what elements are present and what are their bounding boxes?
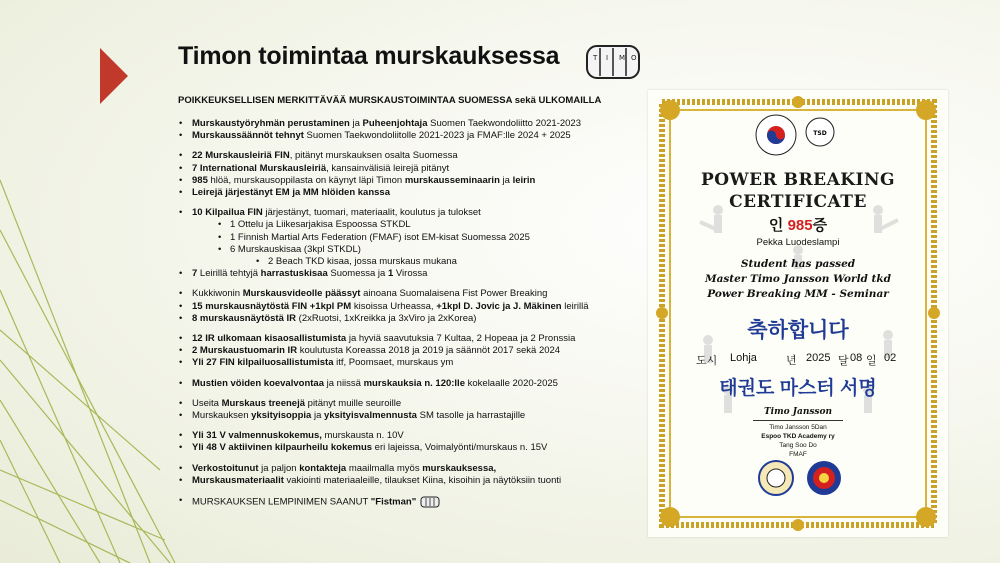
list-group	[178, 398, 638, 422]
list-item-text: leirillä	[561, 300, 589, 312]
list-item-text: Yli 27 FIN kilpailuosallistumista	[192, 357, 334, 369]
list-group	[178, 430, 638, 454]
year-label: 년	[786, 355, 797, 367]
korean-suffix: 증	[812, 217, 828, 234]
list-group	[178, 463, 638, 487]
list-item	[178, 378, 638, 390]
list-item-text: 7 International Murskausleiriä	[192, 162, 327, 174]
list-group	[178, 378, 638, 390]
list-group	[178, 288, 638, 325]
list-item-text: yksityisoppia	[251, 410, 312, 422]
list-item-text: Yli 31 V valmennuskokemus,	[192, 430, 322, 442]
list-item-text: Murskaustyöryhmän perustaminen	[192, 118, 350, 129]
list-item-text: , pitänyt murskauksen osalta Suomessa	[289, 150, 458, 162]
list-item-text: "Fistman"	[370, 496, 417, 508]
list-item-text: Puheenjohtaja	[362, 118, 428, 129]
list-item	[178, 150, 638, 162]
list-item	[178, 345, 638, 357]
list-item	[178, 207, 638, 219]
emblem-left-icon	[759, 461, 793, 495]
list-item	[178, 301, 638, 313]
list-group	[178, 207, 638, 280]
list-item	[178, 313, 638, 325]
list-group	[178, 495, 638, 509]
list-item-text: 8 murskausnäytöstä IR	[192, 312, 297, 324]
list-item-text: Murskausvideolle päässyt	[242, 288, 361, 300]
list-group	[178, 150, 638, 199]
list-item-text: eri lajeissa, Voimalyönti/murskaus n. 15V	[372, 442, 548, 454]
tang-soo-do-logo	[806, 118, 834, 146]
list-item-text: MURSKAUKSEN LEMPINIMEN SAANUT	[192, 496, 371, 508]
list-item-text: itf, Poomsaet, murskaus ym	[333, 357, 454, 369]
list-item	[178, 232, 638, 244]
certificate-number-value: 985	[787, 217, 813, 234]
list-item-text: ja	[349, 118, 363, 129]
list-item-text: , kansainvälisiä leirejä pitänyt	[326, 162, 450, 174]
list-item	[178, 219, 638, 231]
list-item-text: 1 Ottelu ja Liikesarjakisa Espoossa STKDL	[230, 219, 411, 231]
list-item-text: Yli 48 V aktiivinen kilpaurheilu kokemus	[192, 442, 373, 454]
list-item-text: 1	[387, 268, 394, 280]
list-item	[178, 410, 638, 422]
list-item-text: Suomen Taekwondoliitolle 2021-2023 ja FMAF:lle 2024 + 2025	[303, 130, 571, 142]
list-item-text: Virossa	[393, 268, 428, 280]
list-item	[178, 288, 638, 300]
city: Lohja	[730, 352, 757, 364]
list-item	[178, 398, 638, 410]
list-item-text: 6 Murskauskisaa (3kpl STKDL)	[230, 243, 361, 255]
list-item-text: 985	[192, 174, 208, 186]
signature-line	[753, 420, 843, 421]
list-item-text: Murskauksen	[192, 410, 252, 422]
list-item-text: vakiointi materiaaleille, tilaukset Kiina, kisoihin ja näytöksiin tuonti	[283, 474, 562, 486]
list-item-text: Murskaus treenejä	[221, 397, 306, 409]
list-item-text: kontakteja	[299, 462, 347, 474]
list-item	[178, 256, 638, 268]
list-item-text: pitänyt muille seuroille	[305, 397, 402, 409]
list-item-text: kisoissa Urheassa,	[351, 300, 437, 312]
list-item-text: (2xRuotsi, 1xKreikka ja 3xViro ja 2xKorea)	[296, 312, 477, 324]
list-item	[178, 333, 638, 345]
list-item-text: kokelaalle 2020-2025	[464, 377, 558, 389]
list-item-text: yksityisvalmennusta	[324, 410, 417, 422]
list-item-text: SM tasolle ja harrastajille	[416, 410, 526, 422]
list-item-text: maailmalla myös	[346, 462, 423, 474]
list-item-text: 12 IR ulkomaan kisaosallistumista	[192, 333, 347, 345]
subtitle: POIKKEUKSELLISEN MERKITTÄVÄÄ MURSKAUSTOIMINTAA SUOMESSA sekä ULKOMAILLA	[178, 95, 602, 106]
list-item-text: Suomen Taekwondoliitto 2021-2023	[427, 118, 582, 129]
svg-text:I: I	[606, 54, 609, 62]
list-item-text: Murskaussäännöt tehnyt	[192, 130, 304, 142]
svg-text:T: T	[593, 54, 598, 62]
list-item-text: ja paljon	[258, 462, 300, 474]
list-item-text: murskauksessa,	[422, 462, 497, 474]
list-item-text: Verkostoitunut	[192, 462, 259, 474]
list-item-text: Leirejä järjestänyt EM ja MM hlöiden kanssa	[192, 187, 390, 199]
signer-line2: Espoo TKD Academy ry	[761, 433, 835, 440]
list-item-text: Murskausmateriaalit	[192, 474, 284, 486]
list-item-text: ja	[499, 174, 513, 186]
list-item	[178, 463, 638, 475]
date-prefix: 도시	[696, 355, 718, 367]
certificate-text-line3: Power Breaking MM - Seminar	[707, 288, 889, 300]
list-item-text: ja	[311, 410, 325, 422]
list-item-text: 2 Murskaustuomarin IR	[192, 345, 298, 357]
list-item-text: hlöä, murskausoppilasta on käynyt läpi Timon	[207, 174, 405, 186]
list-item-text: harrastuskisaa	[260, 268, 328, 280]
list-item-text: Useita	[192, 397, 222, 409]
certificate-number	[648, 214, 948, 235]
list-group	[178, 333, 638, 370]
achievement-list	[178, 118, 638, 517]
list-item	[178, 187, 638, 199]
certificate-text-line1: Student has passed	[740, 258, 856, 270]
fist-icon	[420, 495, 440, 509]
korean-master-signature: 태권도 마스터 서명	[719, 378, 877, 399]
emblem-right-icon	[807, 461, 841, 495]
list-item	[178, 268, 638, 280]
list-item-text: koulutusta Koreassa 2018 ja 2019 ja säännöt 2017 sekä 2024	[297, 345, 561, 357]
list-item	[178, 430, 638, 442]
year: 2025	[806, 352, 831, 364]
list-item-text: murskausta n. 10V	[321, 430, 404, 442]
list-item	[178, 475, 638, 487]
list-item-text: murskausseminaarin	[404, 174, 500, 186]
list-item-text: 7	[192, 268, 198, 280]
red-arrow-icon	[100, 48, 128, 104]
certificate-text-line2: Master Timo Jansson World tkd	[704, 273, 892, 285]
list-item-text: Suomessa ja	[327, 268, 388, 280]
list-item	[178, 175, 638, 187]
svg-text:TSD: TSD	[813, 130, 827, 137]
list-item-text: ja hyviä saavutuksia 7 Kultaa, 2 Hopeaa ja 2 Pronssia	[346, 333, 576, 345]
certificate-title-line1: POWER BREAKING	[700, 170, 896, 190]
signer-line4: FMAF	[789, 451, 807, 458]
list-item-text: järjestänyt, tuomari, materiaalit, koulutus ja tulokset	[262, 207, 481, 219]
day: 02	[884, 352, 897, 364]
list-item-text: Mustien vöiden koevalvontaa	[192, 377, 324, 389]
svg-text:M: M	[619, 54, 626, 62]
list-item-text: leirin	[512, 174, 536, 186]
list-item	[178, 163, 638, 175]
list-item-text: Kukkiwonin	[192, 288, 243, 300]
list-group	[178, 118, 638, 142]
list-item-text: +1kpl D. Jovic ja J. Mäkinen	[436, 300, 562, 312]
fist-icon	[583, 40, 643, 84]
list-item	[178, 244, 638, 256]
korean-congrats: 축하합니다	[747, 319, 849, 342]
month-label: 달	[838, 355, 849, 367]
list-item	[178, 130, 638, 142]
list-item-text: ja niissä	[323, 377, 364, 389]
certificate-title-line2: CERTIFICATE	[729, 192, 867, 212]
decorative-lines	[0, 0, 180, 563]
list-item-text: ainoana Suomalaisena Fist Power Breaking	[360, 288, 548, 300]
list-item-text: Leirillä tehtyjä	[197, 268, 261, 280]
list-item	[178, 357, 638, 369]
list-item	[178, 495, 638, 509]
certificate	[648, 90, 948, 537]
page-title: Timon toimintaa murskauksessa	[178, 42, 560, 70]
list-item-text: 1 Finnish Martial Arts Federation (FMAF) isot EM-kisat Suomessa 2025	[230, 231, 530, 243]
list-item-text: 15 murskausnäytöstä FIN +1kpl PM	[192, 300, 352, 312]
month: 08	[850, 352, 863, 364]
signature: Timo Jansson	[763, 407, 833, 417]
korean-prefix: 인	[768, 217, 788, 234]
list-item	[178, 118, 638, 130]
recipient-name: Pekka Luodeslampi	[756, 237, 840, 248]
signer-line1: Timo Jansson 5Dan	[769, 424, 827, 431]
list-item-text: murskauksia n. 120:lle	[363, 377, 465, 389]
list-item	[178, 442, 638, 454]
taekwondo-academy-logo	[756, 115, 796, 155]
svg-text:O: O	[631, 54, 637, 62]
list-item-text: 2 Beach TKD kisaa, jossa murskaus mukana	[268, 256, 457, 268]
signer-line3: Tang Soo Do	[779, 442, 817, 449]
day-label: 일	[866, 355, 877, 367]
list-item-text: 10 Kilpailua FIN	[192, 207, 263, 219]
list-item-text: 22 Murskausleiriä FIN	[192, 150, 290, 162]
